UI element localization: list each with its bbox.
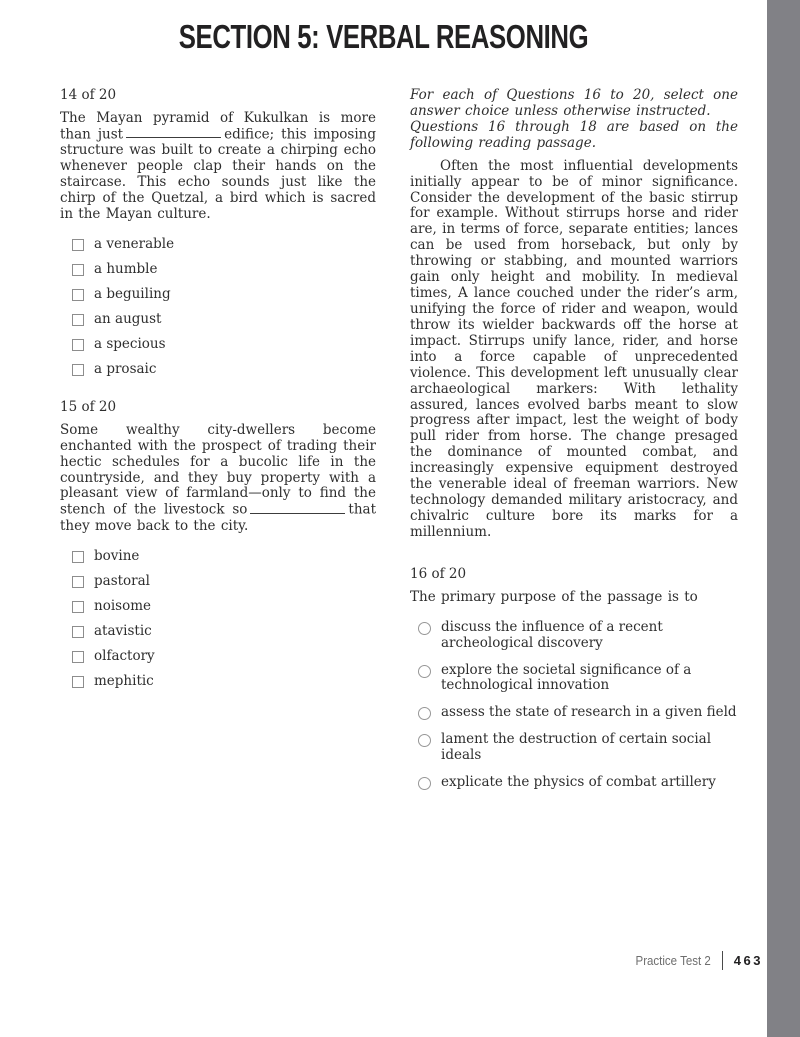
question-14-number: 14 of 20	[60, 87, 117, 103]
choice-option[interactable]	[72, 262, 376, 278]
choice-label: assess the state of research in a given field	[441, 704, 737, 721]
choice-label: mephitic	[94, 672, 154, 689]
choice-label: a humble	[94, 260, 158, 277]
choice-option[interactable]	[418, 732, 738, 764]
question-16-choices	[418, 620, 738, 792]
choice-option[interactable]	[72, 599, 376, 615]
choice-label: a prosaic	[94, 360, 157, 377]
question-14-text	[60, 111, 376, 223]
question-16	[410, 567, 738, 791]
choice-option[interactable]	[72, 237, 376, 253]
choice-label: an august	[94, 310, 162, 327]
radio-icon[interactable]	[418, 707, 431, 720]
checkbox-icon[interactable]	[72, 626, 84, 638]
radio-icon[interactable]	[418, 777, 431, 790]
section-instructions	[410, 88, 738, 152]
choice-option[interactable]	[418, 663, 738, 695]
checkbox-icon[interactable]	[72, 364, 84, 376]
question-15-number: 15 of 20	[60, 398, 117, 415]
instructions-line-1: For each of Questions 16 to 20, select one answer choice unless otherwise instructed.	[410, 87, 738, 119]
radio-icon[interactable]	[418, 665, 431, 678]
checkbox-icon[interactable]	[72, 289, 84, 301]
choice-option[interactable]	[418, 705, 738, 721]
footer-test-label: Practice Test 2	[635, 953, 711, 968]
choice-option[interactable]	[72, 337, 376, 353]
page-edge-bar	[767, 0, 800, 1037]
choice-option[interactable]	[418, 620, 738, 652]
choice-label: a beguiling	[94, 285, 171, 302]
question-15	[60, 400, 376, 690]
answer-blank	[126, 127, 221, 138]
choice-option[interactable]	[72, 674, 376, 690]
choice-label: bovine	[94, 547, 140, 564]
radio-icon[interactable]	[418, 734, 431, 747]
question-14-text-after: edifice; this imposing structure was built to create a chirping echo whenever people clap their hands on the staircase. This echo sounds just like the chirp of the Quetzal, a bird which is sacred in the Mayan culture.	[60, 126, 376, 222]
question-15-choices	[72, 549, 376, 690]
section-title: SECTION 5: VERBAL REASONING	[178, 18, 589, 55]
choice-label: explore the societal significance of a technological innovation	[441, 661, 692, 694]
choice-option[interactable]	[72, 287, 376, 303]
checkbox-icon[interactable]	[72, 651, 84, 663]
question-15-text	[60, 423, 376, 535]
choice-label: pastoral	[94, 572, 150, 589]
reading-passage: Often the most influential developments initially appear to be of minor significance. Consider the development of the basic stirrup for example. Without stirrups horse and rider are, in terms of force, separate entities; lances can be used from horseback, but only by throwing or stabbing, and mounted warriors gain only height and mobility. In medieval times, A lance couched under the rider’s arm, unifying the force of rider and weapon, would throw its wielder backwards off the horse at impact. Stirrups unify lance, rider, and horse into a force capable of unprecedented violence. This development left unusually clear archaeological markers: With lethality assured, lances evolved barbs meant to slow progress after impact, lest the weight of body pull rider from horse. The change presaged the dominance of mounted combat, and increasingly expensive equipment destroyed the venerable ideal of freeman warriors. New technology demanded military aristocracy, and chivalric culture bore its marks for a millennium.	[410, 157, 738, 540]
question-14-text-before: The Mayan pyramid of Kukulkan is more than just	[60, 109, 376, 143]
choice-option[interactable]	[72, 312, 376, 328]
choice-label: lament the destruction of certain social ideals	[441, 731, 712, 764]
checkbox-icon[interactable]	[72, 339, 84, 351]
choice-option[interactable]	[72, 574, 376, 590]
radio-icon[interactable]	[418, 622, 431, 635]
choice-label: noisome	[94, 597, 151, 614]
choice-label: a venerable	[94, 235, 175, 252]
checkbox-icon[interactable]	[72, 239, 84, 251]
choice-option[interactable]	[72, 624, 376, 640]
question-15-text-before: Some wealthy city-dwellers become enchanted with the prospect of trading their hectic schedules for a bucolic life in the countryside, and they buy property with a pleasant view of farmland—only to find the stench of the livestock so	[60, 421, 376, 518]
footer-divider	[722, 951, 723, 970]
choice-option[interactable]	[72, 362, 376, 378]
right-column	[410, 88, 738, 802]
question-15-text-after: that they move back to the city.	[60, 501, 376, 534]
choice-option[interactable]	[418, 775, 738, 791]
checkbox-icon[interactable]	[72, 576, 84, 588]
instructions-line-2: Questions 16 through 18 are based on the following reading passage.	[410, 118, 738, 151]
question-16-prompt: The primary purpose of the passage is to	[410, 588, 698, 605]
checkbox-icon[interactable]	[72, 314, 84, 326]
page-footer	[629, 951, 763, 970]
choice-label: atavistic	[94, 622, 152, 639]
question-14-choices	[72, 237, 376, 378]
answer-blank	[250, 502, 345, 513]
choice-label: a specious	[94, 335, 166, 352]
choice-option[interactable]	[72, 549, 376, 565]
choice-label: explicate the physics of combat artillery	[441, 774, 716, 791]
choice-label: discuss the influence of a recent archeological discovery	[441, 618, 663, 651]
checkbox-icon[interactable]	[72, 551, 84, 563]
footer-page-number: 463	[733, 953, 763, 968]
left-column	[60, 88, 376, 699]
checkbox-icon[interactable]	[72, 676, 84, 688]
checkbox-icon[interactable]	[72, 264, 84, 276]
choice-label: olfactory	[94, 647, 155, 664]
question-14	[60, 88, 376, 378]
choice-option[interactable]	[72, 649, 376, 665]
question-16-number: 16 of 20	[410, 565, 467, 582]
checkbox-icon[interactable]	[72, 601, 84, 613]
